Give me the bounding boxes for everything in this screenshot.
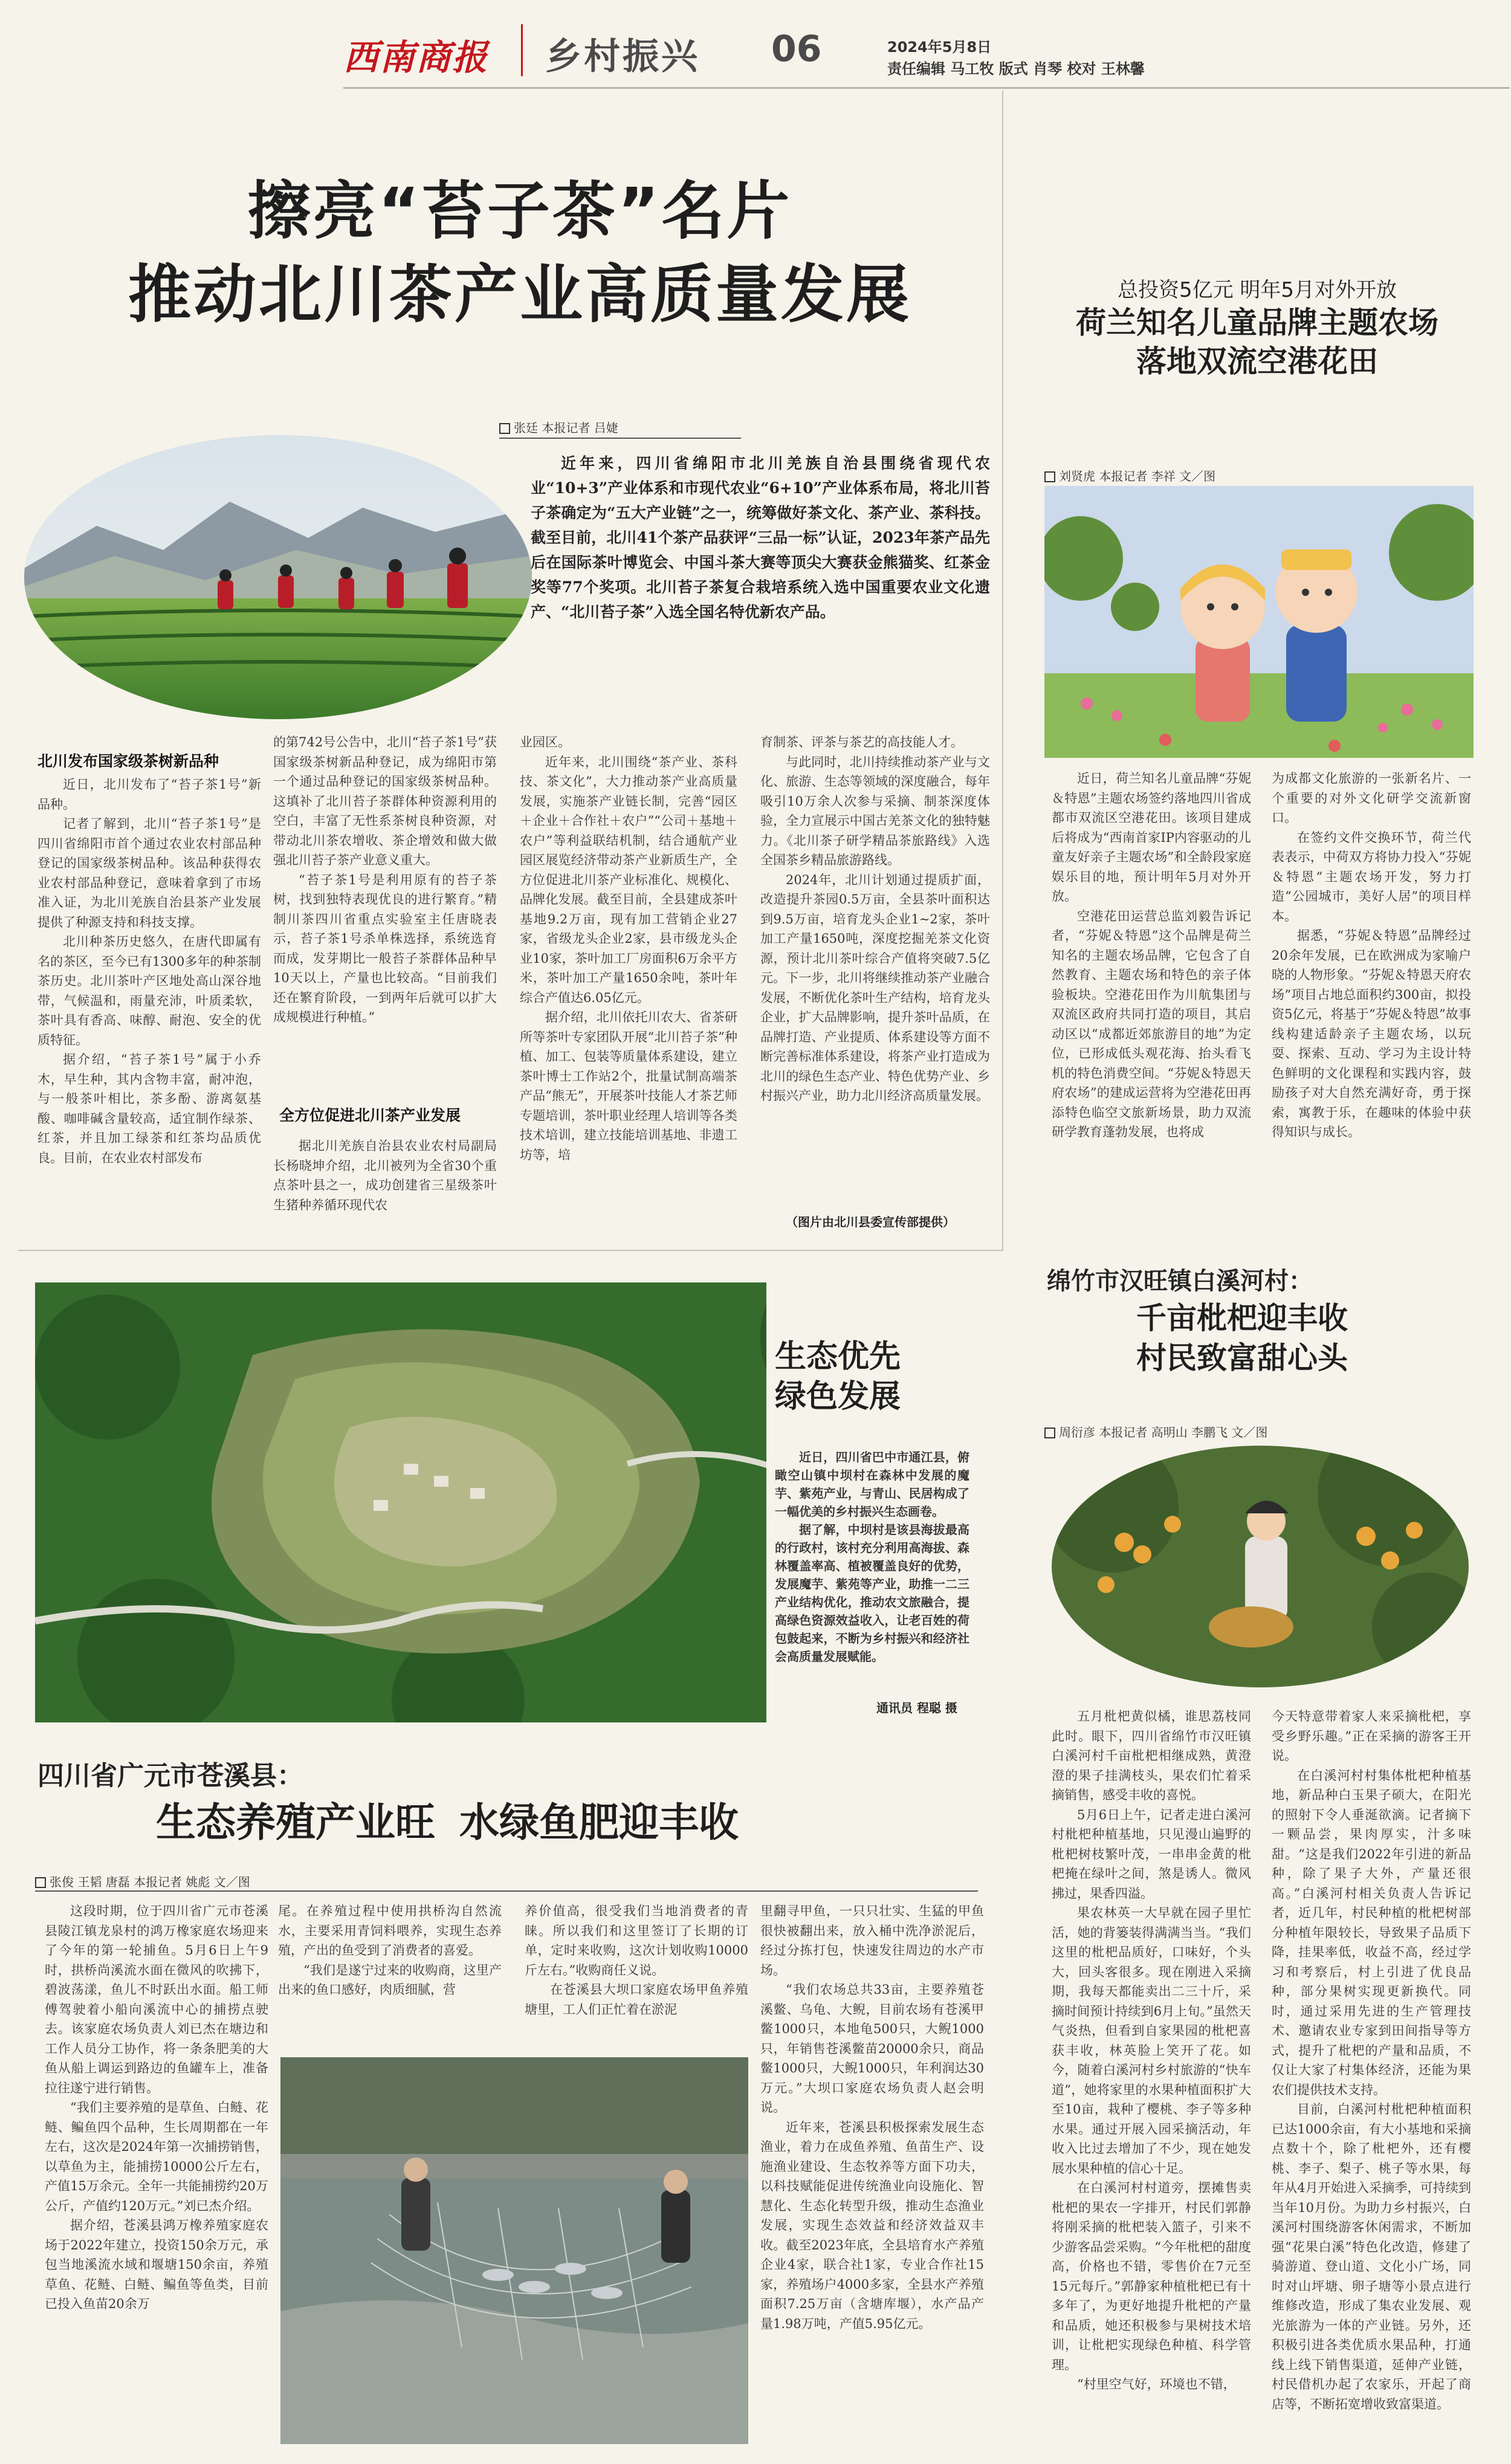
article-5-column-3: [525, 1901, 748, 2045]
paragraph: 与此同时，北川持续推动茶产业与文化、旅游、生态等领域的深度融合，每年吸引10万余人次参与采摘、制茶深度体验，全力宣展示中国古羌茶文化的独特魅力。《北川茶子研学精品茶旅路线》入选全国茶乡精品旅游路线。: [760, 754, 990, 867]
paragraph: 在白溪河村村集体枇杷种植基地，新品种白玉果子硕大，在阳光的照射下令人垂涎欲滴。记者摘下一颗品尝，果肉厚实，汁多味甜。“这是我们2022年引进的新品种，除了果子大外，产量还很高。”白溪河村相关负责人告诉记者，近几年，村民种植的枇杷树部分种植年限较长，导致果子品质下降，挂果率低，收益不高，经过学习和考察后，村上引进了优良品种，部分果树实现更新换代。同时，通过采用先进的生产管理技术、邀请农业专家到田间指导等方式，提升了枇杷的产量和品质，不仅让大家了村集体经济，还能为果农们提供技术支持。: [1272, 1768, 1471, 2097]
article-4-column-1: [1052, 1707, 1251, 2450]
theme-farm-photo: [1044, 486, 1474, 758]
article-column-1: [37, 775, 261, 1234]
tea-garden-photo: [24, 435, 532, 719]
article-4-byline: [1044, 1423, 1267, 1440]
article-3-body: [775, 1448, 969, 1714]
paragraph: “我们是遂宁过来的收购商，这里产出来的鱼口感好，肉质细腻，营: [278, 1962, 502, 1997]
photo-credit: （图片由北川县委宣传部提供）: [786, 1215, 955, 1229]
article-5-byline: [35, 1872, 250, 1890]
article-2-deck: 总投资5亿元 明年5月对外开放: [1117, 278, 1397, 302]
paragraph: 的第742号公告中，北川“苔子茶1号”获国家级茶树新品种登记，成为绵阳市第一个通过品种登记的国家级茶树品种。这填补了北川苔子茶群体种资源利用的空白，丰富了无性系茶树良种资源，对带动北川茶农增收、茶企增效和做大做强北川苔子茶产业意义重大。: [273, 735, 497, 867]
paragraph: 为成都文化旅游的一张新名片、一个重要的对外文化研学交流新窗口。: [1272, 771, 1471, 825]
section-heading-industry: 全方位促进北川茶产业发展: [279, 1107, 461, 1124]
byline-rule: [499, 438, 741, 439]
paragraph: 目前，白溪河村枇杷种植面积已达1000余亩，有大小基地和采摘点数十个，除了枇杷外，还有樱桃、李子、梨子、桃子等水果，每年从4月开始进入采摘季，可持续到当年10月份。为助力乡村振兴，白溪河村围绕游客休闲需求，不断加强“花果白溪”特色化改造，修建了骑游道、登山道、文化小广场，同时对山坪塘、卵子塘等小景点进行维修改造，形成了集农业发展、观光旅游为一体的产业链。另外，还积极引进各类优质水果品种，打通线上线下销售渠道，延伸产业链，村民借机办起了农家乐，开起了商店等，不断拓宽增收致富渠道。: [1272, 2102, 1471, 2411]
article-column-4: [760, 732, 990, 1210]
paragraph: “我们农场总共33亩，主要养殖苍溪鳖、乌龟、大鲵，目前农场有苍溪甲鳖1000只，本地龟500只，大鲵1000只，年销售苍溪鳖苗20000余只，商品鳖1000只，大鲵1000只，年利润达30万元。”大坝口家庭农场负责人赵会明说。: [760, 1982, 984, 2115]
doll-statues-illustration: [1044, 486, 1474, 758]
byline-text: 周衍彦 本报记者 高明山 李鹏飞 文／图: [1059, 1425, 1268, 1440]
byline-box-icon: [35, 1877, 46, 1888]
paragraph: 近日，北川发布了“苔子茶1号”新品种。: [37, 777, 261, 812]
paragraph: 育制茶、评茶与茶艺的高技能人才。: [760, 735, 963, 749]
paragraph: 5月6日上午，记者走进白溪河村枇杷种植基地，只见漫山遍野的枇杷树枝繁叶茂，一串串金黄的枇杷掩在绿叶之间，煞是诱人。微风拂过，果香四溢。: [1052, 1807, 1251, 1901]
masthead-divider: [521, 24, 523, 76]
paragraph: 空港花田运营总监刘毅告诉记者，“芬妮＆特恩”这个品牌是荷兰知名的主题农场品牌，它包含了自然教育、主题农场和特色的亲子体验板块。空港花田作为川航集团与双流区政府共同打造的项目，其启动区以“成都近郊旅游目的地”为定位，已形成低头观花海、抬头看飞机的特色消费空间。“芬妮＆特恩天府农场”的建成运营将为空港花田再添特色临空文旅新场景，助力双流研学教育蓬勃发展，也将成: [1052, 908, 1251, 1139]
article-5-headline: [156, 1790, 739, 1848]
paragraph: 果农林英一大早就在园子里忙活，她的背篓装得满满当当。“我们这里的枇杷品质好，口味好，个头大，回头客很多。现在刚进入采摘期，我每天都能卖出二三十斤，采摘时间预计持续到6月上旬。”虽然天气炎热，但看到自家果园的枇杷喜获丰收，林英脸上笑开了花。如今，随着白溪河村乡村旅游的“快车道”，她将家里的水果种植面积扩大至10亩，栽种了樱桃、李子等多种水果。通过开展入园采摘活动，年收入比过去增加了不少，现在她发展水果种植的信心十足。: [1052, 1906, 1251, 2176]
article-4-deck: 绵竹市汉旺镇白溪河村：: [1047, 1267, 1313, 1295]
paragraph: 尾。在养殖过程中使用拱桥沟自然流水，主要采用青饲料喂养，实现生态养殖，产出的鱼受到了消费者的喜爱。: [278, 1904, 502, 1958]
byline-text: 张俊 王韬 唐磊 本报记者 姚彪 文／图: [50, 1875, 250, 1889]
paragraph: 里翻寻甲鱼，一只只壮实、生猛的甲鱼很快被翻出来，放入桶中洗净淤泥后，经过分拣打包，快速发往周边的水产市场。: [760, 1904, 984, 1977]
fishing-net-illustration: [280, 2057, 748, 2444]
paragraph: 北川种茶历史悠久，在唐代即属有名的茶区，至今已有1300多年的种茶制茶历史。北川茶叶产区地处高山深谷地带，气候温和，雨量充沛，叶质柔软，茶叶具有香高、味醇、耐泡、安全的优质特征。: [37, 934, 261, 1047]
byline-box-icon: [1044, 1428, 1055, 1438]
headline-line-2: 推动北川茶产业高质量发展: [128, 257, 911, 331]
paragraph: 据悉，“芬妮＆特恩”品牌经过20余年发展，已在欧洲成为家喻户晓的人物形象。“芬妮＆特恩天府农场”项目占地总面积约300亩，拟投资5亿元，将基于“芬妮＆特恩”故事线构建适龄亲子主题农场，以玩耍、探索、互动、学习为主设计特色鲜明的文化课程和实践内容，鼓励孩子对大自然充满好奇，勇于探索，寓教于乐，在趣味的体验中获得知识与成长。: [1272, 928, 1471, 1139]
column-divider: [1002, 91, 1003, 1251]
article-headline: [48, 169, 991, 336]
masthead-rule: [343, 87, 1510, 89]
paragraph: 据介绍，苍溪县鸿万橡养殖家庭农场于2022年建立，投资150余万元，承包当地溪流水域和堰塘150余亩，养殖草鱼、花鲢、白鲢、鳊鱼等鱼类，目前已投入鱼苗20余万: [45, 2218, 268, 2311]
loquat-harvest-photo: [1052, 1446, 1469, 1687]
paragraph: 据介绍，北川依托川农大、省茶研所等茶叶专家团队开展“北川苔子茶”种植、加工、包装等质量体系建设，建立茶叶博士工作站2个，批量试制高端茶产品“熊无”，开展茶叶技能人才茶艺师专题培训，茶叶职业经理人培训等各类技术培训，建立技能培训基地、非遗工坊等，培: [520, 1010, 737, 1162]
article-intro: 近年来，四川省绵阳市北川羌族自治县围绕省现代农业“10+3”产业体系和市现代农业“6+10”产业体系布局，将北川苔子茶确定为“五大产业链”之一，统筹做好茶文化、茶产业、茶科技。截至目前，北川41个茶产品获评“三品一标”认证，2023年茶产品先后在国际茶叶博览会、中国斗茶大赛等顶尖大赛获金熊猫奖、红茶金奖等77个奖项。北川苔子茶复合栽培系统入选中国重要农业文化遗产、“北川苔子茶”入选全国名特优新农产品。: [531, 454, 990, 621]
headline-line-1: 荷兰知名儿童品牌主题农场: [1076, 305, 1438, 340]
byline-box-icon: [1044, 471, 1055, 482]
article-4-column-2: [1272, 1707, 1471, 2450]
section-title: 乡村振兴: [545, 36, 700, 78]
newspaper-logo: 西南商报: [343, 37, 489, 78]
article-column-2a: [273, 732, 497, 1095]
headline-part-2: 水绿鱼肥迎丰收: [459, 1799, 739, 1846]
loquat-orchard-illustration: [1052, 1446, 1469, 1687]
paragraph: “苔子茶1号是利用原有的苔子茶树，找到独特表现优良的进行繁育。”精制川茶四川省重点实验室主任唐晓表示，苔子茶1号杀单株选择，系统选育而成，发芽期比一般苔子茶群体品种早10天以上，产量也比较高。“目前我们还在繁育阶段，一到两年后就可以扩大成规模进行种植。”: [273, 872, 497, 1024]
photo-credit: 通讯员 程聪 摄: [876, 1701, 957, 1715]
paragraph: 在白溪河村村道旁，摆摊售卖枇杷的果农一字排开，村民们郭静将刚采摘的枇杷装入篮子，引来不少游客品尝采购。“今年枇杷的甜度高，价格也不错，零售价在7元至15元每斤。”郭静家种植枇杷已有十多年了，为更好地提升枇杷的产量和品质，她还积极参与果树技术培训，让枇杷实现绿色种植、科学管理。: [1052, 2181, 1251, 2372]
paragraph: 近年来，苍溪县积极探索发展生态渔业，着力在成鱼养殖、鱼苗生产、设施渔业建设、生态牧养等方面下功夫，以科技赋能促进传统渔业向设施化、智慧化、生态化转型升级，推动生态渔业发展，实现生态效益和经济效益双丰收。截至2023年底，全县培育水产养殖企业4家，联合社1家，专业合作社15家，养殖场户4000多家，全县水产养殖面积7.25万亩（含塘库堰），水产品产量1.98万吨，产值5.95亿元。: [760, 2120, 984, 2331]
paragraph: 今天特意带着家人来采摘枇杷，享受乡野乐趣。”正在采摘的游客王开说。: [1272, 1709, 1471, 1763]
headline-part-1: 生态养殖产业旺: [156, 1799, 435, 1846]
paragraph: 近年来，北川围绕“茶产业、茶科技、茶文化”，大力推动茶产业高质量发展，实施茶产业链长制，完善“园区＋企业＋合作社＋农户”“公司＋基地＋农户”等利益联结机制，结合通航产业园区展览经济带动茶产业新质生产，全方位促进北川茶产业标准化、规模化、品牌化发展。截至目前，全县建成茶叶基地9.2万亩，现有加工营销企业27家，省级龙头企业2家，县市级龙头企业10家，茶叶加工厂房面积6万余平方米，茶叶加工产量1650余吨，茶叶年综合产值达6.05亿元。: [520, 754, 737, 1005]
byline-text: 刘贤虎 本报记者 李祥 文／图: [1059, 469, 1216, 483]
paragraph: 养价值高，很受我们当地消费者的青睐。所以我们和这里签订了长期的订单，定时来收购，这次计划收购10000斤左右。”收购商任义说。: [525, 1904, 748, 1977]
headline-line-2: 绿色发展: [775, 1378, 901, 1415]
article-5-column-4: [760, 1901, 984, 2445]
headline-line-1: 千亩枇杷迎丰收: [1136, 1300, 1348, 1336]
article-column-3: [520, 732, 737, 1234]
paragraph: 在签约文件交换环节，荷兰代表表示，中荷双方将协力投入“芬妮＆特恩”主题农场开发，努力打造“公园城市，美好人居”的项目样本。: [1272, 830, 1471, 923]
section-divider: [18, 1250, 1003, 1251]
article-2-column-1: [1052, 769, 1251, 1216]
paragraph: “村里空气好，环境也不错，: [1077, 2377, 1236, 2391]
headline-line-2: 落地双流空港花田: [1136, 343, 1378, 379]
paragraph: 五月枇杷黄似橘，谁思荔枝同此时。眼下，四川省绵竹市汉旺镇白溪河村千亩枇杷相继成熟，黄澄澄的果子挂满枝头，果农们忙着采摘销售，感受丰收的喜悦。: [1052, 1709, 1251, 1802]
article-5-column-2: [278, 1901, 502, 2045]
paragraph: 2024年，北川计划通过提质扩面，改造提升茶园0.5万亩，全县茶叶面积达到9.5万亩，培育龙头企业1~2家，茶叶加工产量1650吨，深度挖掘羌茶文化资源，预计北川茶叶综合产值将突破7.5亿元。下一步，北川将继续推动茶产业融合发展，不断优化茶叶生产结构，培育龙头企业，扩大品牌影响，提升茶叶品质，在品牌打造、产业提质、体系建设等方面不断完善标准体系建设，将茶产业打造成为北川的绿色生态产业、特色优势产业、乡村振兴产业，助力北川经济高质量发展。: [760, 872, 990, 1103]
paragraph: 据了解，中坝村是该县海拔最高的行政村，该村充分利用高海拔、森林覆盖率高、植被覆盖良好的优势，发展魔芋、紫苑等产业，助推一二三产业结构优化，推动农文旅融合，提高绿色资源效益收入，让老百姓的荷包鼓起来，不断为乡村振兴和经济社会高质量发展赋能。: [775, 1522, 969, 1664]
section-heading-new-variety: 北川发布国家级茶树新品种: [37, 752, 219, 770]
headline-line-2: 村民致富甜心头: [1136, 1340, 1348, 1376]
article-2-headline: [1021, 303, 1493, 381]
issue-date: 2024年5月8日: [887, 39, 992, 56]
byline-box-icon: [499, 423, 510, 434]
article-5-deck: 四川省广元市苍溪县：: [37, 1761, 303, 1791]
article-3-headline: [775, 1337, 901, 1417]
headline-line-1: 生态优先: [775, 1338, 901, 1375]
article-column-2b: [273, 1136, 497, 1233]
masthead: [0, 0, 1511, 91]
paragraph: “我们主要养殖的是草鱼、白鲢、花鲢、鳊鱼四个品种，生长周期都在一年左右，这次是2024年第一次捕捞销售，以草鱼为主，能捕捞10000公斤左右，产值15万余元。全年一共能捕捞约20万公斤，产值约120万元。”刘已杰介绍。: [45, 2100, 268, 2213]
article-2-byline: [1044, 467, 1215, 484]
headline-line-1: 擦亮“苔子茶”名片: [247, 174, 792, 248]
page-number: 06: [771, 28, 822, 70]
fish-harvest-photo: [280, 2057, 748, 2444]
paragraph: 在苍溪县大坝口家庭农场甲鱼养殖塘里，工人们正忙着在淤泥: [525, 1982, 748, 2017]
paragraph: 记者了解到，北川“苔子茶1号”是四川省绵阳市首个通过农业农村部品种登记的国家级茶树品种。该品种获得农业农村部品种登记，意味着拿到了市场准入证，为北川羌族自治县茶产业发展提供了种源支持和科技支撑。: [37, 816, 261, 930]
byline-text: 张廷 本报记者 吕婕: [514, 421, 618, 435]
editor-credits: 责任编辑 马工牧 版式 肖琴 校对 王林馨: [887, 60, 1145, 77]
tea-pickers-illustration: [24, 435, 532, 719]
article-4-headline: [1136, 1298, 1348, 1378]
byline-rule: [35, 1890, 978, 1892]
article-2-column-2: [1272, 769, 1471, 1192]
byline: [499, 418, 618, 436]
article-5-column-1: [45, 1901, 268, 2445]
paragraph: 据北川羌族自治县农业农村局副局长杨晓坤介绍，北川被列为全省30个重点茶叶县之一，成功创建省三星级茶叶生猪种养循环现代农: [273, 1139, 497, 1212]
paragraph: 据介绍，“苔子茶1号”属于小乔木，早生种，其内含物丰富，耐冲泡，与一般茶叶相比，茶多酚、游离氨基酸、咖啡碱含量较高，适宜制作绿茶、红茶，并且加工绿茶和红茶均品质优良。目前，在农业农村部发布: [37, 1052, 261, 1165]
paragraph: 近日，四川省巴中市通江县，俯瞰空山镇中坝村在森林中发展的魔芋、紫苑产业，与青山、民居构成了一幅优美的乡村振兴生态画卷。: [775, 1450, 969, 1519]
paragraph: 业园区。: [520, 735, 571, 749]
paragraph: 近日，荷兰知名儿童品牌“芬妮＆特恩”主题农场签约落地四川省成都市双流区空港花田。该项目建成后将成为“西南首家IP内容驱动的儿童友好亲子主题农场”和全龄段家庭娱乐目的地，预计明年5月对外开放。: [1052, 771, 1251, 904]
paragraph: 这段时期，位于四川省广元市苍溪县陵江镇龙泉村的鸿万橡家庭农场迎来了今年的第一轮捕鱼。5月6日上午9时，拱桥尚溪流水面在微风的吹拂下，碧波荡漾，鱼儿不时跃出水面。船工师傅驾驶着小船向溪流中心的捕捞点驶去。该家庭农场负责人刘已杰在塘边和工作人员分工协作，将一条条肥美的大鱼从船上调运到路边的鱼罐车上，准备拉往遂宁进行销售。: [45, 1904, 268, 2095]
